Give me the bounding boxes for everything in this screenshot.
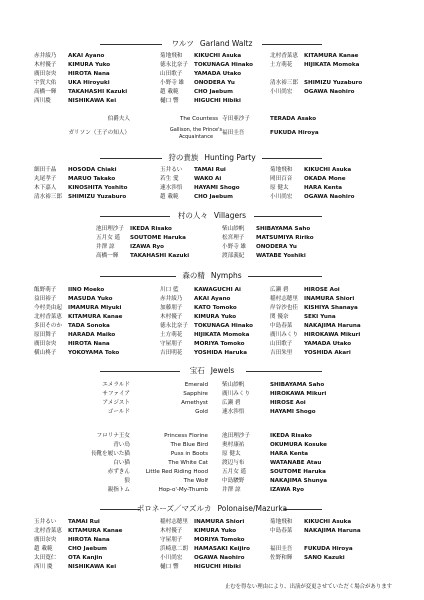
cast-entry: 玉井るい TAMAI Rui xyxy=(34,519,100,525)
cast-entry: 趙 載範 CHO Jaebum xyxy=(160,194,233,200)
cast-entry: 北村香菜恵 KITAMURA Kanae xyxy=(270,53,359,59)
cast-entry: 今村美由起 IMAMURA Miyuki xyxy=(34,305,122,311)
cast-entry: 若生 愛 WAKO Ai xyxy=(160,176,222,182)
cast-entry: 柴山紗帆 SHIBAYAMA Saho xyxy=(222,226,311,232)
cast-entry: 中島春菜 NAKAJIMA Haruna xyxy=(270,528,361,534)
cast-entry: 守屋朋子 MORIYA Tomoko xyxy=(160,341,245,347)
hunting-header: 狩の貴族 Hunting Party xyxy=(0,152,424,164)
role-row: 青い鳥 The Blue Bird 奥村康祐 OKUMURA Kosuke xyxy=(113,442,327,448)
cast-entry: 五月女 遥 SOUTOME Haruka xyxy=(96,235,186,241)
cast-entry xyxy=(270,536,361,545)
cast-entry: 土方萌花 HIJIKATA Momoka xyxy=(270,62,360,68)
cast-entry: 徳永比奈子 TOKUNAGA Hinako xyxy=(160,62,253,68)
cast-entry: 廣田奈央 HIROTA Nana xyxy=(34,537,110,543)
cast-entry: 木村優子 KIMURA Yuko xyxy=(160,314,237,320)
villagers-header: 村の人々 Villagers xyxy=(0,210,424,222)
cast-entry: 山田歌子 YAMADA Utako xyxy=(160,71,242,77)
cast-entry: 赤井綾乃 AKAI Ayano xyxy=(160,296,231,302)
cast-entry: 玉井るい TAMAI Rui xyxy=(160,167,226,173)
cast-entry: 趙 載範 CHO Jaebum xyxy=(34,546,107,552)
cast-entry: 小川尚宏 OGAWA Naohiro xyxy=(270,89,355,95)
cast-entry: 西川 慶 NISHIKAWA Kei xyxy=(34,564,117,570)
cast-entry: 木村優子 KIMURA Yuko xyxy=(160,528,237,534)
cast-entry: 廣田奈央 HIROTA Nana xyxy=(34,341,110,347)
cast-entry: 北村香菜恵 KITAMURA Kanae xyxy=(34,528,123,534)
jewels-header: 宝石 Jewels xyxy=(0,365,424,377)
cast-entry: 福田圭吾 FUKUDA Hiroya xyxy=(270,546,353,552)
role-row: ゴールド Gold 速水渉悟 HAYAMI Shogo xyxy=(107,409,316,415)
role-row: 白い猫 The White Cat 渡辺与布 WATANABE Atau xyxy=(113,460,322,466)
role-row: フロリナ王女 Princess Florine 池田理沙子 IKEDA Risako xyxy=(96,433,312,439)
cast-entry: 西川慶 NISHIKAWA Kei xyxy=(34,98,117,104)
cast-entry: 守屋朋子 MORIYA Tomoko xyxy=(160,537,245,543)
cast-entry: 土方萌花 HIJIKATA Momoka xyxy=(160,332,250,338)
cast-entry: 中島春菜 NAKAJIMA Haruna xyxy=(270,323,361,329)
cast-entry: 北村香菜恵 KITAMURA Kanae xyxy=(34,314,123,320)
cast-entry: 岸谷沙也佳 KISHIYA Shanaya xyxy=(270,305,358,311)
cast-entry: 菊地飛和 KIKUCHI Asuka xyxy=(270,167,352,173)
role-row: 伯爵夫人 The Countess 寺田亜沙子 TERADA Asako xyxy=(107,116,317,122)
cast-entry: 廣川みくり HIROKAWA Mikuri xyxy=(270,332,361,338)
cast-entry: 清水裕三郎 SHIMIZU Yuzaburo xyxy=(34,194,127,200)
nymphs-header: 森の精 Nymphs xyxy=(0,270,424,282)
cast-entry: 菊地飛和 KIKUCHI Asuka xyxy=(160,53,242,59)
cast-entry: 小川尚宏 OGAWA Naohiro xyxy=(270,194,355,200)
cast-entry: 清水裕三郎 SHIMIZU Yuzaburo xyxy=(270,80,363,86)
cast-entry: 佐野和輝 SANO Kazuki xyxy=(270,555,345,561)
cast-entry: 渡部義紀 WATABE Yoshiki xyxy=(222,253,306,259)
cast-entry: 池田理沙子 IKEDA Risako xyxy=(96,226,172,232)
cast-entry: 浜崎恵二朗 HAMASAKI Keijiro xyxy=(160,546,251,552)
cast-entry: 広瀬 碧 HIROSE Aoi xyxy=(270,287,340,293)
cast-entry: 宇賀大佑 UKA Hiroyuki xyxy=(34,80,110,86)
role-row: アメジスト Amethyst 広瀬 碧 HIROSE Aoi xyxy=(102,400,306,406)
cast-entry: 細田千晶 HOSODA Chiaki xyxy=(34,167,117,173)
cast-entry: 山田歌子 YAMADA Utako xyxy=(270,341,352,347)
cast-entry xyxy=(270,70,362,79)
cast-entry: 原田舞子 HARADA Maiko xyxy=(34,332,116,338)
cast-entry: 川口 藍 KAWAGUCHI Ai xyxy=(160,287,241,293)
cast-entry: 小川尚宏 OGAWA Naohiro xyxy=(160,555,245,561)
cast-entry: 木下嘉人 KINOSHITA Yoshito xyxy=(34,185,128,191)
cast-entry: 原 健太 HARA Kenta xyxy=(270,185,343,191)
role-row: 狼 The Wolf 中島駿野 NAKAJIMA Shunya xyxy=(124,478,328,484)
cast-entry: 関 優奈 SEKI Yuna xyxy=(270,314,336,320)
cast-entry: 菊地飛和 KIKUCHI Asuka xyxy=(270,519,352,525)
cast-entry: 徳永比奈子 TOKUNAGA Hinako xyxy=(160,323,253,329)
cast-entry: 益田裕子 MASUDA Yuko xyxy=(34,296,113,302)
cast-entry: 横山柊子 YOKOYAMA Toko xyxy=(34,350,120,356)
cast-entry: 吉田朱里 YOSHIDA Akari xyxy=(270,350,351,356)
role-row: 赤ずきん Little Red Riding Hood 五月女 遥 SOUTOME Haruka xyxy=(107,469,326,475)
cast-entry: 趙 載範 CHO Jaebum xyxy=(160,89,233,95)
garland-title-en: Garland Waltz xyxy=(199,39,253,48)
cast-entry: 木村優子 KIMURA Yuko xyxy=(34,62,111,68)
cast-entry: 岡田百音 OKADA Mone xyxy=(270,176,346,182)
cast-entry: 松宮理子 MATSUMIYA Ririko xyxy=(222,235,314,241)
garland-header xyxy=(0,38,424,50)
cast-entry: 高橋一輝 TAKAHASHI Kazuki xyxy=(96,253,190,259)
role-row: ガリソン（王子の知人） Gallison, the Prince's Acquaintance 福田圭吾 FUKUDA Hiroya xyxy=(68,127,319,140)
cast-entry: 廣田奈央 HIROTA Nana xyxy=(34,71,110,77)
cast-entry: 井澤 諒 IZAWA Ryo xyxy=(96,244,164,250)
cast-entry: 加藤朋子 KATO Tomoko xyxy=(160,305,237,311)
cast-entry: 稲村志穂里 INAMURA Shiori xyxy=(160,519,245,525)
role-row: 長靴を履いた猫 Puss in Boots 原 健太 HARA Kenta xyxy=(90,451,309,457)
cast-entry: 多田そのか TADA Sonoka xyxy=(34,323,110,329)
cast-entry: 速水渉悟 HAYAMI Shogo xyxy=(160,185,240,191)
cast-entry: 吉田明花 YOSHIDA Haruka xyxy=(160,350,248,356)
cast-entry: 樋口 響 HIGUCHI Hibiki xyxy=(160,98,241,104)
role-row: 親指トム Hop-o'-My-Thumb 井澤 諒 IZAWA Ryo xyxy=(107,487,304,493)
garland-title-jp: ワルツ xyxy=(171,39,194,48)
cast-entry: 高橋一輝 TAKAHASHI Kazuki xyxy=(34,89,128,95)
role-row: サファイア Sapphire 廣川みくり HIROKAWA Mikuri xyxy=(102,391,327,397)
cast-entry: 樋口 響 HIGUCHI Hibiki xyxy=(160,564,241,570)
cast-entry: 飯野萌子 IINO Moeko xyxy=(34,287,105,293)
cast-change-note: 止むを得ない理由により、出演が変更させていただく場合があります xyxy=(224,584,392,590)
cast-entry: 稲村志穂里 INAMURA Shiori xyxy=(270,296,355,302)
polonaise-header: ポロネーズ／マズルカ Polonaise/Mazurka xyxy=(0,503,424,515)
cast-entry: 太田寛仁 OTA Kanjin xyxy=(34,555,103,561)
cast-entry: 小野寺 雄 ONODERA Yu xyxy=(160,80,235,86)
cast-entry: 丸尾孝子 MARUO Takako xyxy=(34,176,116,182)
cast-entry: 赤井綾乃 AKAI Ayano xyxy=(34,53,105,59)
cast-entry: 小野寺 雄 ONODERA Yu xyxy=(222,244,297,250)
role-row: エメラルド Emerald 柴山紗帆 SHIBAYAMA Saho xyxy=(102,382,325,388)
